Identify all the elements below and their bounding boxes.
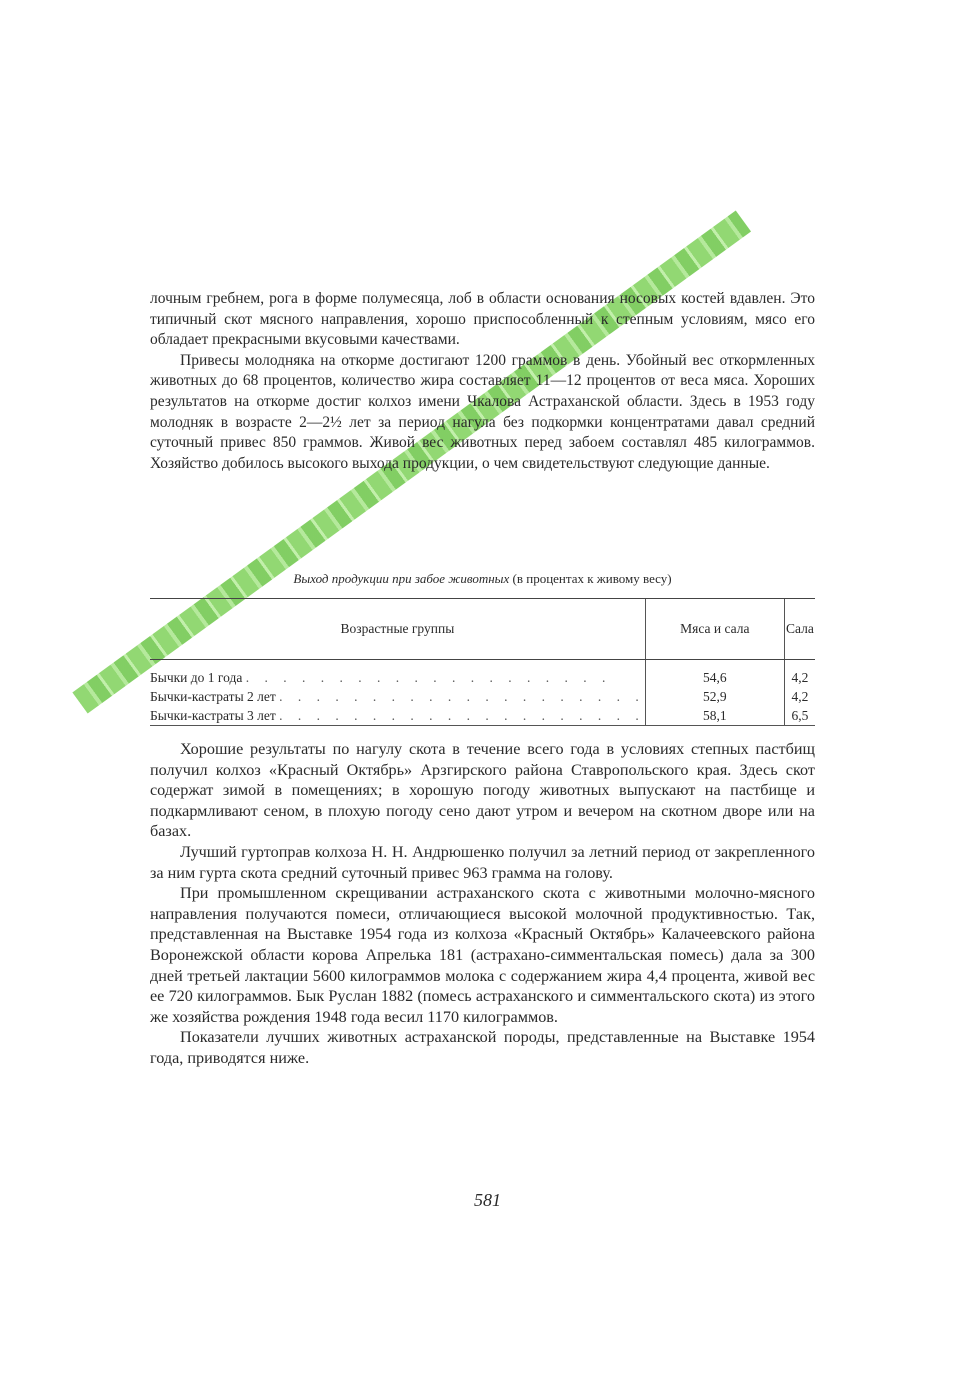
row-meat-fat: 58,1: [645, 706, 784, 726]
table-caption: [150, 571, 815, 587]
row-meat-fat: 54,6: [645, 660, 784, 688]
leader-dots: . . . . . . . . . . . . . . . . . . . .: [279, 689, 645, 704]
header-fat: Сала: [784, 599, 815, 660]
text-section-bottom: [150, 739, 815, 1069]
paragraph-crossbreeding: При промышленном скрещивании астраханского скота с животными молочно-мясного направления получаются помеси, отличающиеся высокой молочной продуктивностью. Так, представленная на Выставке 1954 года из колхоза «Красный Октябрь» Калачеевского района Воронежской области корова Апрелька 181 (астрахано-симментальская помесь) дала за 300 дней третьей лактации 5600 килограммов молока с содержанием жира 4,4 процента, живой вес ее 720 килограммов. Бык Руслан 1882 (помесь астраханского и симментальского скота) из этого же хозяйства рождения 1948 года весил 1170 килограммов.: [150, 884, 815, 1026]
table-row: [150, 706, 815, 726]
table-caption-title: Выход продукции при забое животных: [293, 571, 510, 586]
paragraph-weight-gain: Привесы молодняка на откорме достигают 1200 граммов в день. Убойный вес откормленных животных до 68 процентов, количество жира составляет 11—12 процентов от веса мяса. Хороших результатов на откорме достиг колхоз имени Чкалова Астраханской области. Здесь в 1953 году молодняк в возрасте 2—2½ лет за период нагула без подкормки концентратами давал средний суточный привес 850 граммов. Живой вес животных перед забоем составлял 485 килограммов. Хозяйство добилось высокого выхода продукции, о чем свидетельствуют следующие данные.: [150, 351, 815, 472]
table-header-row: [150, 599, 815, 660]
row-fat: 6,5: [784, 706, 815, 726]
row-fat: 4,2: [784, 687, 815, 706]
row-group-cell: [150, 706, 645, 726]
paragraph-pasture: Хорошие результаты по нагулу скота в течение всего года в условиях степных пастбищ получил колхоз «Красный Октябрь» Арзгирского района Ставропольского края. Здесь скот содержат зимой в помещениях; в хорошую погоду животных выпускают на пастбище и подкармливают сеном, в плохую погоду сено дают утром и вечером на скотном дворе или на базах.: [150, 740, 815, 841]
table-row: [150, 660, 815, 688]
leader-dots: . . . . . . . . . . . . . . . . . . . .: [245, 670, 612, 685]
row-group-label: Бычки-кастраты 2 лет: [150, 689, 276, 704]
text-section-top: [150, 289, 815, 474]
yield-table: [150, 598, 815, 726]
paragraph-herdsman: Лучший гуртоправ колхоза Н. Н. Андрюшенко получил за летний период от закрепленного за ним гурта скота средний суточный привес 963 грамма на голову.: [150, 842, 815, 882]
row-fat: 4,2: [784, 660, 815, 688]
paragraph-best-animals: Показатели лучших животных астраханской породы, представленные на Выставке 1954 года, приводятся ниже.: [150, 1028, 815, 1067]
leader-dots: . . . . . . . . . . . . . . . . . . . .: [279, 708, 645, 723]
header-meat-fat: Мяса и сала: [645, 599, 784, 660]
row-group-label: Бычки-кастраты 3 лет: [150, 708, 276, 723]
header-age-groups: Возрастные группы: [150, 599, 645, 660]
page-number: 581: [474, 1190, 501, 1210]
row-group-cell: [150, 660, 645, 688]
table-caption-units: (в процентах к живому весу): [512, 571, 672, 586]
paragraph-continuation: лочным гребнем, рога в форме полумесяца, лоб в области основания носовых костей вдавлен. Это типичный скот мясного направления, хорошо приспособленный к степным условиям, мясо его обладает прекрасными вкусовыми качествами.: [150, 290, 815, 349]
row-group-label: Бычки до 1 года: [150, 670, 243, 685]
row-meat-fat: 52,9: [645, 687, 784, 706]
row-group-cell: [150, 687, 645, 706]
table-row: [150, 687, 815, 706]
